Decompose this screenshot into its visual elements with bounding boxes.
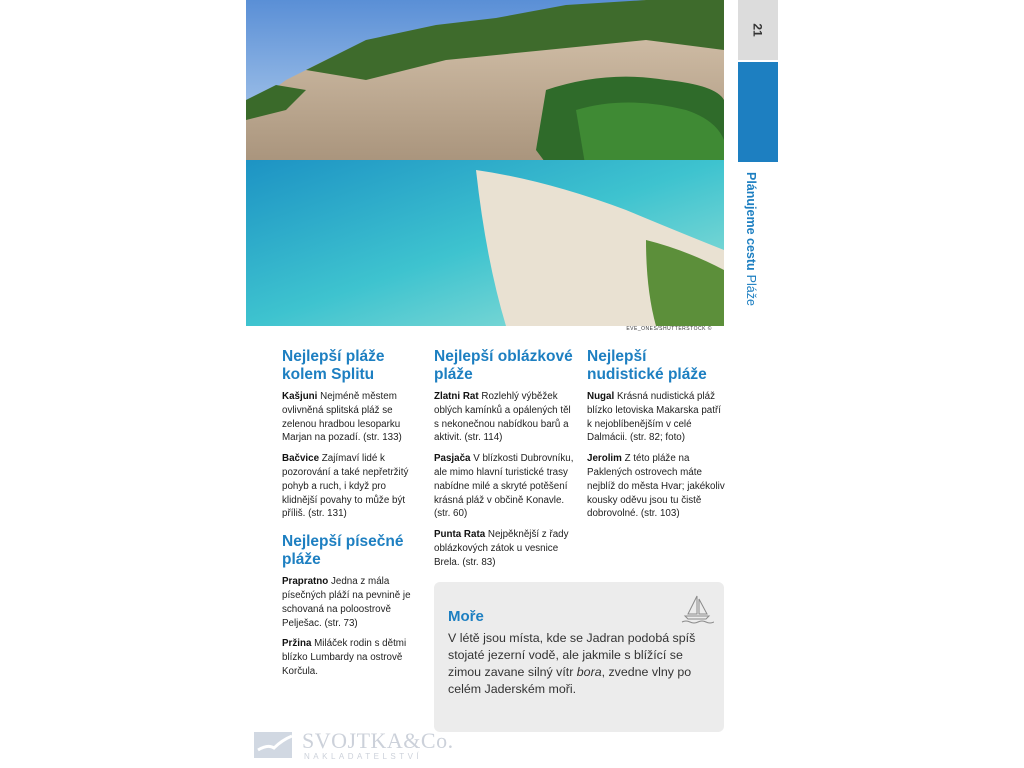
infobox-text-part: , zvedne vlny po celém Jaderském moři. xyxy=(448,665,692,696)
entry-text: Nejméně městem ovlivněná splitská pláž se zelenou hradbou lesoparku Marjan na pozadí. (str. 133) xyxy=(282,391,402,444)
photo-credit: EVE_ONES/SHUTTERSTOCK © xyxy=(626,326,712,332)
infobox-text xyxy=(448,630,710,698)
entry-text: Miláček rodin s dětmi blízko Lumbardy na ostrově Korčula. xyxy=(282,638,407,677)
entry-pasjaca xyxy=(434,452,574,521)
entry-zlatni-rat xyxy=(434,390,574,445)
section-tab xyxy=(738,62,778,162)
entry-text: Krásná nudistická pláž blízko letoviska Makarska patří k nejoblíbenějším v celé Dalmácii. (str. 82; foto) xyxy=(587,391,721,444)
entry-prapratno xyxy=(282,575,422,630)
heading-sandy: Nejlepší písečné pláže xyxy=(282,533,404,569)
entry-name: Jerolim xyxy=(587,453,622,465)
watermark-sub: NAKLADATELSTVÍ xyxy=(304,752,423,761)
entry-name: Punta Rata xyxy=(434,529,486,541)
entry-jerolim xyxy=(587,452,727,521)
entry-nugal xyxy=(587,390,727,445)
entry-name: Kašjuni xyxy=(282,391,318,402)
column-2 xyxy=(434,348,574,577)
column-1 xyxy=(282,348,422,686)
entry-przina xyxy=(282,637,422,678)
publisher-watermark xyxy=(252,726,454,766)
entry-name: Nugal xyxy=(587,391,615,402)
entry-kasjuni xyxy=(282,390,422,445)
entry-name: Bačvice xyxy=(282,453,320,465)
infobox-text-part: V létě jsou místa, kde se Jadran podobá spíš stojaté jezerní vodě, ale jakmile s blížící se zimou zavane silný vítr xyxy=(448,631,696,679)
heading-nudist: Nejlepší nudistické pláže xyxy=(587,348,707,383)
heading-split: Nejlepší pláže kolem Splitu xyxy=(282,348,385,383)
infobox-text-italic: bora xyxy=(576,665,602,679)
sea-infobox xyxy=(434,582,724,732)
heading-pebble: Nejlepší oblázkové pláže xyxy=(434,348,573,383)
entry-name: Pržina xyxy=(282,638,312,650)
page-number-text: 21 xyxy=(750,23,765,37)
beach-photo xyxy=(246,0,724,326)
page-number xyxy=(738,0,778,60)
entry-text: V blízkosti Dubrovníku, ale mimo hlavní turistické trasy nabídne milé a skryté potěšení krásná pláž v občině Konavle. (str. 60) xyxy=(434,453,574,520)
entry-name: Zlatni Rat xyxy=(434,391,479,402)
entry-text: Z této pláže na Paklených ostrovech máte nejblíž do města Hvar; jakékoliv kousky oděvu jsou tu čistě dobrovolné. (str. 103) xyxy=(587,453,725,520)
entry-punta-rata xyxy=(434,528,574,569)
section-label xyxy=(740,172,776,332)
section-subtitle: Pláže xyxy=(744,274,758,306)
infobox-title: Moře xyxy=(448,608,484,625)
entry-bacvice xyxy=(282,452,422,521)
entry-name: Pasjača xyxy=(434,453,471,465)
section-title: Plánujeme cestu xyxy=(744,172,758,271)
sailboat-icon xyxy=(680,594,714,624)
entry-text: Rozlehlý výběžek oblých kamínků a opálených těl s nekonečnou nabídkou barů a aktivit. (str. 114) xyxy=(434,391,571,444)
watermark-name: SVOJTKA&Co. xyxy=(302,728,454,753)
entry-name: Prapratno xyxy=(282,576,329,588)
entry-text: Jedna z mála písečných pláží na pevnině je schovaná na poloostrově Pelješac. (str. 73) xyxy=(282,576,411,629)
entry-text: Nejpěknější z řady oblázkových zátok u vesnice Brela. (str. 83) xyxy=(434,529,569,568)
entry-text: Zajímaví lidé k pozorování a také nepřetržitý pohyb a ruch, i když pro klidnější povahy to může být příliš. (str. 131) xyxy=(282,453,409,520)
column-3 xyxy=(587,348,727,528)
publisher-logo-icon xyxy=(252,726,296,762)
